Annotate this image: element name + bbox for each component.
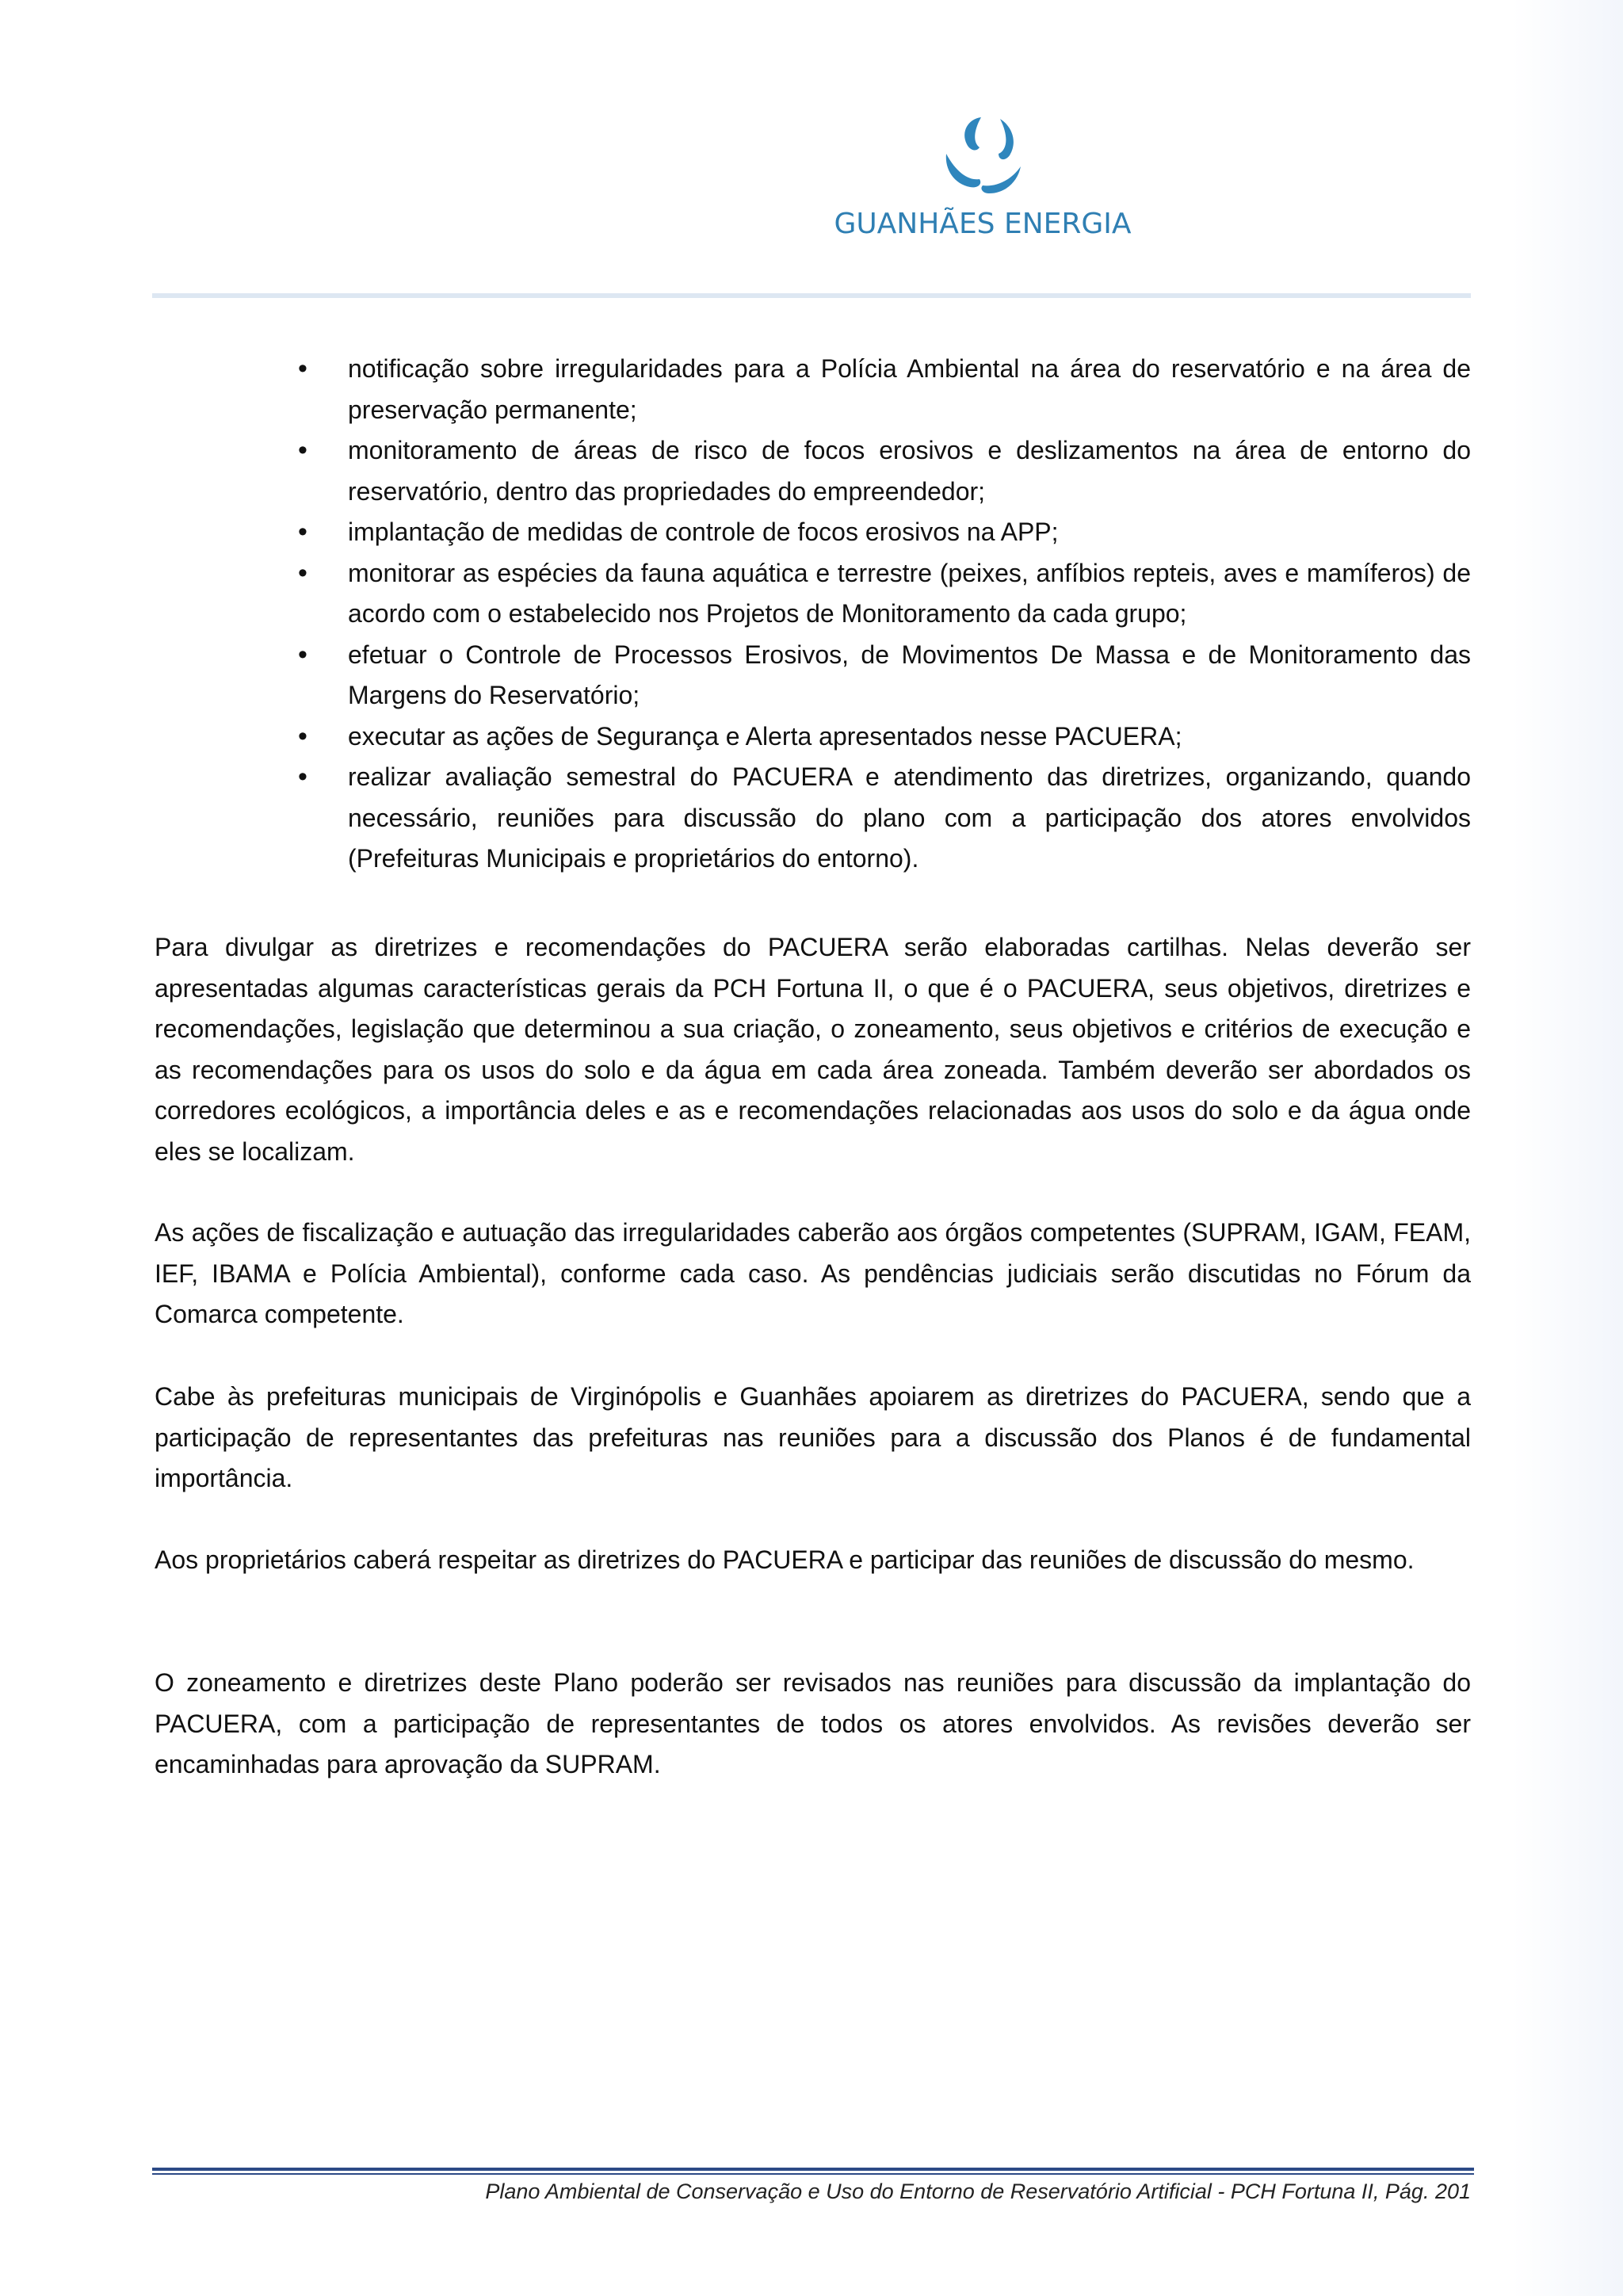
- list-item-text: realizar avaliação semestral do PACUERA e atendimento das diretrizes, organizando, quando necessário, reuniões para discussão do plano com a participação dos atores envolvidos (Prefeituras Municipais e proprietários do entorno).: [348, 762, 1471, 873]
- footer-caption: Plano Ambiental de Conservação e Uso do Entorno de Reservatório Artificial - PCH Fortuna II, Pág. 201: [485, 2179, 1471, 2203]
- list-item: [152, 716, 1471, 758]
- bullet-icon: •: [298, 557, 307, 588]
- company-name: GUANHÃES ENERGIA: [834, 208, 1132, 240]
- bullet-list: [152, 349, 1471, 880]
- bullet-icon: •: [298, 353, 307, 384]
- list-item-text: executar as ações de Segurança e Alerta apresentados nesse PACUERA;: [348, 721, 1182, 751]
- bullet-icon: •: [298, 639, 307, 670]
- list-item-text: monitoramento de áreas de risco de focos erosivos e deslizamentos na área de entorno do reservatório, dentro das propriedades do empreendedor;: [348, 436, 1471, 506]
- bullet-icon: •: [298, 762, 307, 792]
- bullet-icon: •: [298, 435, 307, 465]
- footer-divider-thin: [152, 2173, 1474, 2175]
- company-logo: [816, 111, 1149, 250]
- bullet-icon: •: [298, 720, 307, 751]
- list-item: [152, 349, 1471, 430]
- paragraph-proprietarios: Aos proprietários caberá respeitar as diretrizes do PACUERA e participar das reuniões de discussão do mesmo.: [155, 1545, 1415, 1574]
- list-item: [152, 635, 1471, 716]
- list-item: [152, 757, 1471, 880]
- paragraph-fiscalizacao: As ações de fiscalização e autuação das irregularidades caberão aos órgãos competentes (SUPRAM, IGAM, FEAM, IEF, IBAMA e Polícia Ambiental), conforme cada caso. As pendências judiciais serão discutidas no Fórum da Comarca competente.: [155, 1218, 1471, 1328]
- footer-divider: [152, 2168, 1474, 2171]
- list-item: [152, 553, 1471, 635]
- list-item-text: efetuar o Controle de Processos Erosivos, de Movimentos De Massa e de Monitoramento das Margens do Reservatório;: [348, 640, 1471, 709]
- paragraph-zoneamento: O zoneamento e diretrizes deste Plano poderão ser revisados nas reuniões para discussão da implantação do PACUERA, com a participação de representantes de todos os atores envolvidos. As revisões deverão ser encaminhadas para aprovação da SUPRAM.: [155, 1668, 1471, 1778]
- list-item-text: implantação de medidas de controle de focos erosivos na APP;: [348, 518, 1059, 546]
- list-item-text: monitorar as espécies da fauna aquática e terrestre (peixes, anfíbios repteis, aves e mamíferos) de acordo com o estabelecido nos Projetos de Monitoramento da cada grupo;: [348, 558, 1471, 628]
- header-divider: [152, 293, 1471, 298]
- logo-swirl-icon: [927, 111, 1038, 206]
- bullet-icon: •: [298, 517, 307, 547]
- list-item-text: notificação sobre irregularidades para a Polícia Ambiental na área do reservatório e na área de preservação permanente;: [348, 354, 1471, 424]
- paragraph-prefeituras: Cabe às prefeituras municipais de Virginópolis e Guanhães apoiarem as diretrizes do PACUERA, sendo que a participação de representantes das prefeituras nas reuniões para a discussão dos Planos é de fundamental importância.: [155, 1382, 1471, 1492]
- paragraph-cartilhas: Para divulgar as diretrizes e recomendações do PACUERA serão elaboradas cartilhas. Nelas deverão ser apresentadas algumas características gerais da PCH Fortuna II, o que é o PACUERA, seus objetivos, diretrizes e recomendações, legislação que determinou a sua criação, o zoneamento, seus objetivos e critérios de execução e as recomendações para os usos do solo e da água em cada área zoneada. Também deverão ser abordados os corredores ecológicos, a importância deles e as e recomendações relacionadas aos usos do solo e da água onde eles se localizam.: [155, 933, 1471, 1166]
- list-item: [152, 430, 1471, 512]
- list-item: [152, 512, 1471, 553]
- page-edge-shading: [1512, 0, 1623, 2296]
